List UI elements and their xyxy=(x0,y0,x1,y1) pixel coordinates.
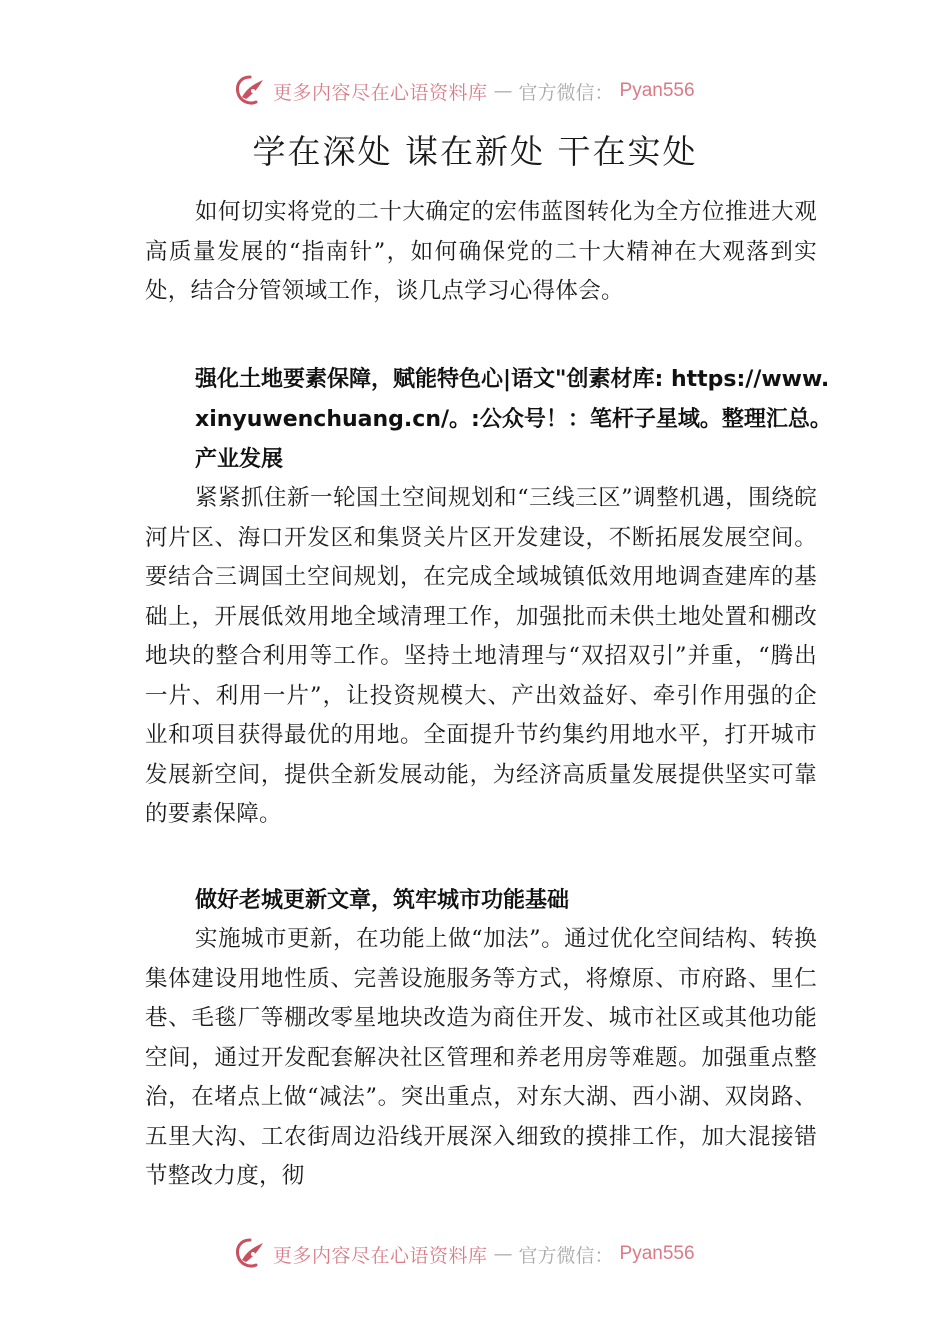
watermark-brand-text: 更多内容尽在心语资料库 xyxy=(273,1244,488,1267)
section2-heading: 做好老城更新文章，筑牢城市功能基础 xyxy=(195,888,570,913)
document-title: 学在深处 谋在新处 干在实处 xyxy=(252,132,698,171)
intro-paragraph: 如何切实将党的二十大确定的宏伟蓝图转化为全方位推进大观高质量发展的“指南针”，如何确保党的二十大精神在大观落到实处，结合分管领域工作，谈几点学习心得体会。 xyxy=(145,199,817,304)
pen-nib-swirl-icon xyxy=(233,74,267,108)
watermark-wechat-id: Pyan556 xyxy=(619,80,695,101)
header-watermark xyxy=(233,73,753,109)
section1-paragraph: 紧紧抓住新一轮国土空间规划和“三线三区”调整机遇，围绕皖河片区、海口开发区和集贤关片区开发建设，不断拓展发展空间。要结合三调国土空间规划，在完成全域城镇低效用地调查建库的基础上，开展低效用地全域清理工作，加强批而未供土地处置和棚改地块的整合利用等工作。坚持土地清理与“双招双引”并重，“腾出一片、利用一片”，让投资规模大、产出效益好、牵引作用强的企业和项目获得最优的用地。全面提升节约集约用地水平，打开城市发展新空间，提供全新发展动能，为经济高质量发展提供坚实可靠的要素保障。 xyxy=(145,485,817,827)
footer-watermark xyxy=(233,1236,753,1272)
section1-heading: 强化土地要素保障，赋能特色心|语文"创素材库: https://www.xinyuwenchuang.cn/。:公众号！：笔杆子星域。整理汇总。产业发展 xyxy=(195,367,832,472)
pen-nib-swirl-icon xyxy=(233,1237,267,1271)
watermark-dash: — xyxy=(493,80,513,102)
section2-paragraph: 实施城市更新，在功能上做“加法”。通过优化空间结构、转换集体建设用地性质、完善设施服务等方式，将燎原、市府路、里仁巷、毛毯厂等棚改零星地块改造为商住开发、城市社区或其他功能空间，通过开发配套解决社区管理和养老用房等难题。加强重点整治，在堵点上做“减法”。突出重点，对东大湖、西小湖、双岗路、五里大沟、工农街周边沿线开展深入细致的摸排工作，加大混接错节整改力度，彻 xyxy=(145,926,817,1189)
watermark-brand-text: 更多内容尽在心语资料库 xyxy=(273,81,488,104)
watermark-wechat-id: Pyan556 xyxy=(619,1243,695,1264)
watermark-wechat-label: 官方微信： xyxy=(518,81,614,104)
watermark-dash: — xyxy=(493,1243,513,1265)
watermark-wechat-label: 官方微信： xyxy=(518,1244,614,1267)
